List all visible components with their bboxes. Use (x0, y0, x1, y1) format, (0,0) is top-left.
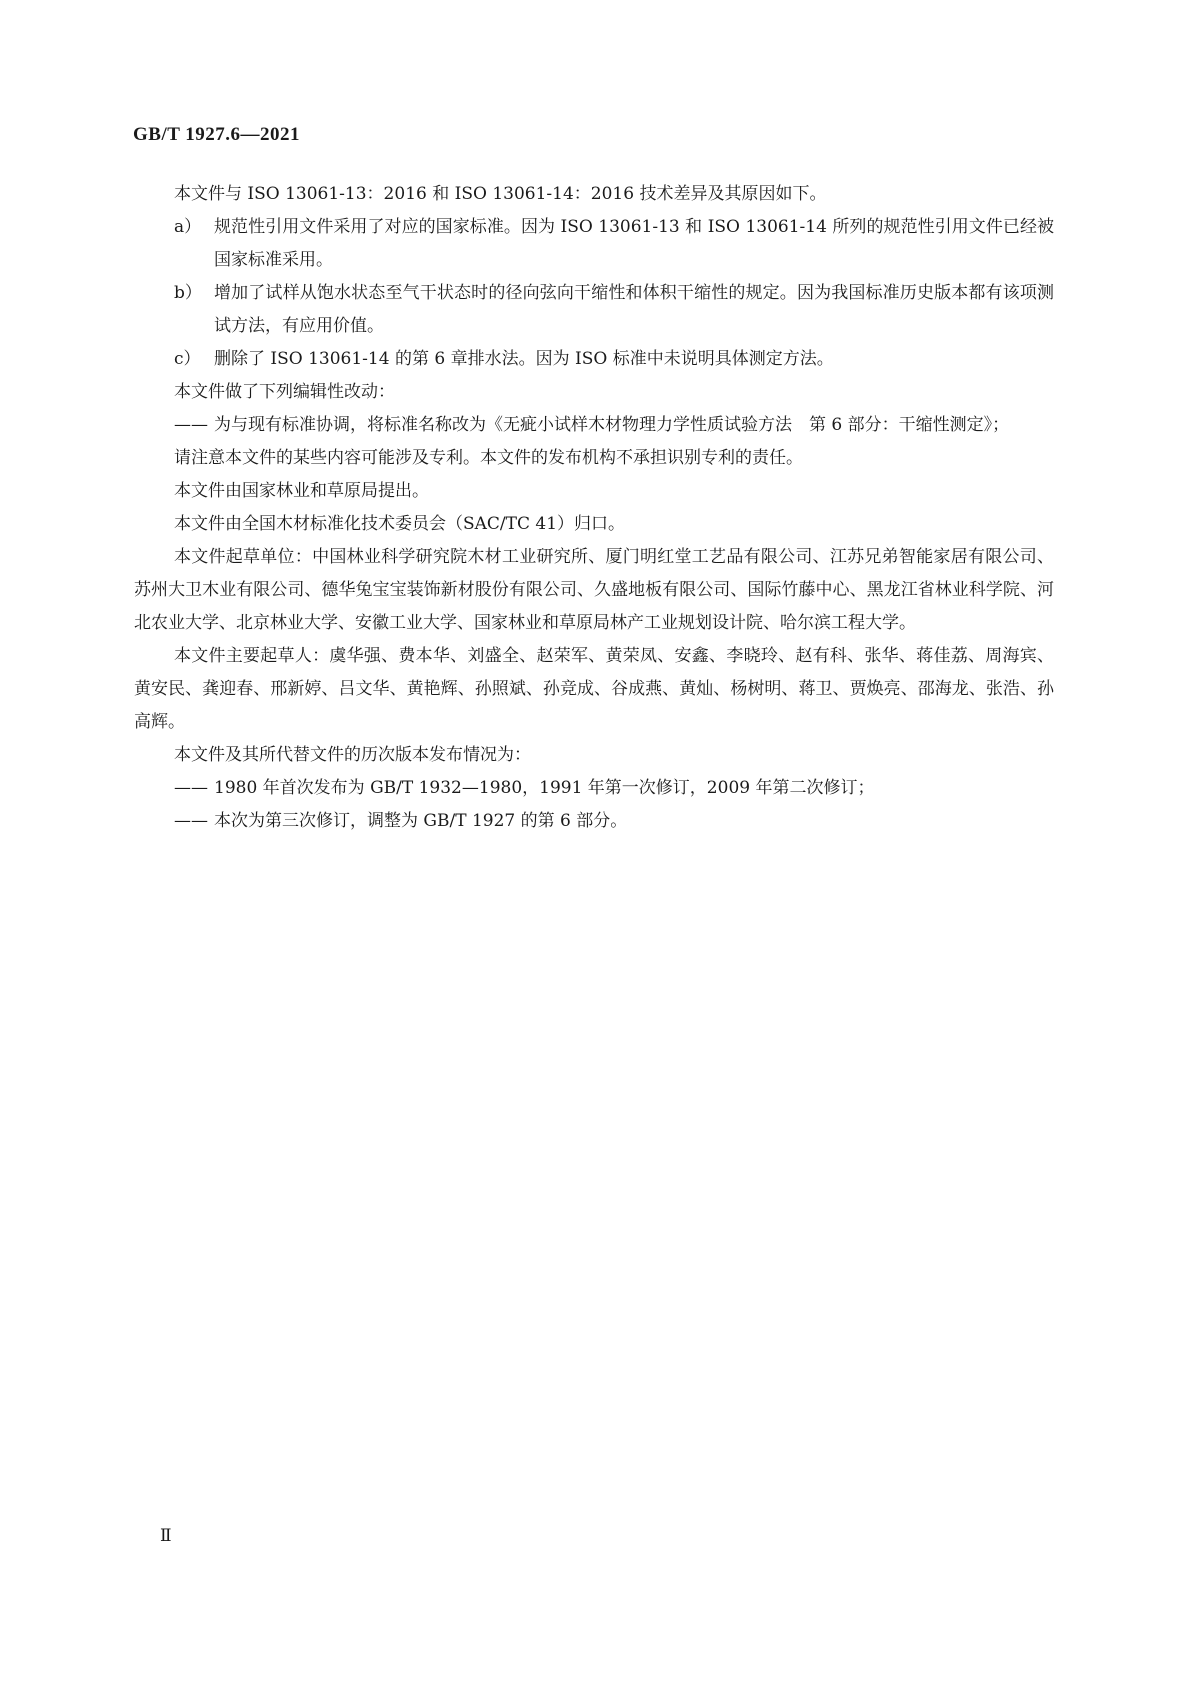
editorial-item (174, 409, 1054, 442)
editorial-intro: 本文件做了下列编辑性改动： (174, 382, 395, 402)
proposed-by: 本文件由国家林业和草原局提出。 (174, 481, 429, 501)
history-item (174, 772, 1054, 805)
dash-marker: —— (174, 778, 208, 798)
centralized-by: 本文件由全国木材标准化技术委员会（SAC/TC 41）归口。 (174, 514, 626, 534)
intro-paragraph: 本文件与 ISO 13061-13：2016 和 ISO 13061-14：2016 技术差异及其原因如下。 (174, 184, 827, 204)
list-marker: b） (174, 283, 202, 303)
patent-notice: 请注意本文件的某些内容可能涉及专利。本文件的发布机构不承担识别专利的责任。 (174, 448, 803, 468)
difference-text: 规范性引用文件采用了对应的国家标准。因为 ISO 13061-13 和 ISO 13061-14 所列的规范性引用文件已经被国家标准采用。 (214, 217, 1054, 270)
history-text: 本次为第三次修订，调整为 GB/T 1927 的第 6 部分。 (214, 811, 628, 831)
difference-item-a (174, 211, 1054, 277)
difference-text: 删除了 ISO 13061-14 的第 6 章排水法。因为 ISO 标准中未说明具体测定方法。 (214, 349, 834, 369)
difference-item-c (174, 343, 1054, 376)
page-number: Ⅱ (160, 1526, 172, 1546)
standard-code: GB/T 1927.6—2021 (133, 124, 301, 145)
difference-text: 增加了试样从饱水状态至气干状态时的径向弦向干缩性和体积干缩性的规定。因为我国标准历史版本都有该项测试方法，有应用价值。 (214, 283, 1054, 336)
drafters: 本文件主要起草人：虞华强、费本华、刘盛全、赵荣军、黄荣凤、安鑫、李晓玲、赵有科、张华、蒋佳荔、周海宾、黄安民、龚迎春、邢新婷、吕文华、黄艳辉、孙照斌、孙竞成、谷成燕、黄灿、杨树明、蒋卫、贾焕亮、邵海龙、张浩、孙高辉。 (134, 646, 1054, 732)
document-body (134, 178, 1054, 838)
dash-marker: —— (174, 811, 208, 831)
list-marker: c） (174, 349, 201, 369)
dash-marker: —— (174, 415, 208, 435)
history-text: 1980 年首次发布为 GB/T 1932—1980，1991 年第一次修订，2009 年第二次修订； (214, 778, 875, 798)
difference-item-b (174, 277, 1054, 343)
editorial-text: 为与现有标准协调，将标准名称改为《无疵小试样木材物理力学性质试验方法 第 6 部分：干缩性测定》； (214, 415, 1010, 435)
history-item (174, 805, 1054, 838)
list-marker: a） (174, 217, 202, 237)
drafting-units: 本文件起草单位：中国林业科学研究院木材工业研究所、厦门明红堂工艺品有限公司、江苏兄弟智能家居有限公司、苏州大卫木业有限公司、德华兔宝宝装饰新材股份有限公司、久盛地板有限公司、国际竹藤中心、黑龙江省林业科学院、河北农业大学、北京林业大学、安徽工业大学、国家林业和草原局林产工业规划设计院、哈尔滨工程大学。 (134, 547, 1054, 633)
history-intro: 本文件及其所代替文件的历次版本发布情况为： (174, 745, 531, 765)
